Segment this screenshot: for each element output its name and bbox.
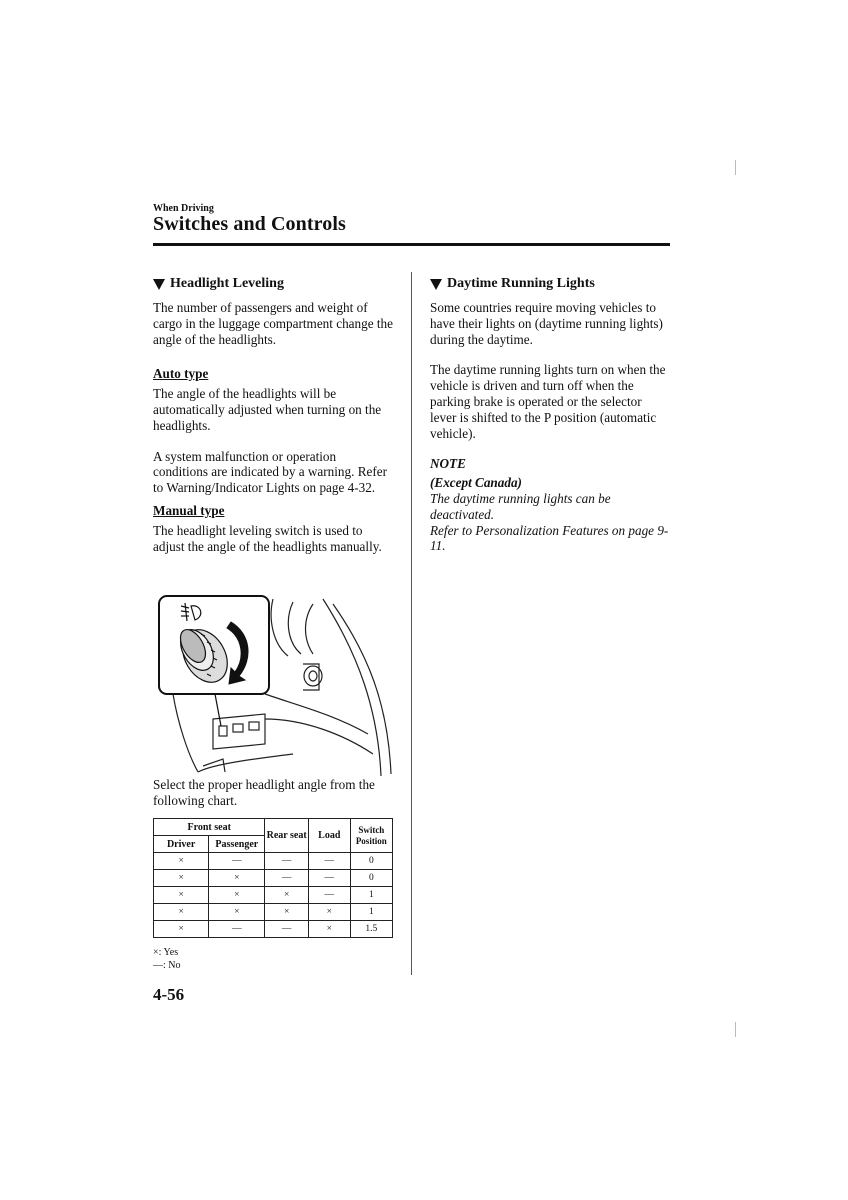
select-paragraph: Select the proper headlight angle from the following chart. bbox=[153, 777, 375, 808]
table-cell: × bbox=[154, 904, 209, 921]
table-row bbox=[154, 870, 393, 887]
table-row bbox=[154, 887, 393, 904]
table-cell: × bbox=[265, 887, 309, 904]
section-label: When Driving bbox=[153, 203, 214, 214]
table-row bbox=[154, 921, 393, 938]
column-divider bbox=[411, 272, 412, 975]
note-text-1: The daytime running lights can be deactivated. bbox=[430, 490, 611, 522]
table-cell: × bbox=[154, 870, 209, 887]
triangle-bullet-icon bbox=[430, 279, 442, 290]
manual-type-paragraph: The headlight leveling switch is used to adjust the angle of the headlights manually. bbox=[153, 522, 382, 554]
passenger-header: Passenger bbox=[209, 836, 265, 853]
table-cell: × bbox=[154, 887, 209, 904]
table-cell: × bbox=[209, 904, 265, 921]
table-cell: 1.5 bbox=[350, 921, 392, 938]
note-text-2: Refer to Personalization Features on page 9-11. bbox=[430, 522, 669, 554]
table-cell: × bbox=[308, 904, 350, 921]
table-row bbox=[154, 853, 393, 870]
margin-tick-top bbox=[735, 160, 736, 175]
table-cell: 1 bbox=[350, 887, 392, 904]
headlight-angle-table bbox=[153, 818, 393, 938]
load-header: Load bbox=[308, 819, 350, 853]
table-cell: 0 bbox=[350, 853, 392, 870]
rear-seat-header: Rear seat bbox=[265, 819, 309, 853]
driver-header: Driver bbox=[154, 836, 209, 853]
table-cell: × bbox=[209, 887, 265, 904]
margin-tick-bottom bbox=[735, 1022, 736, 1037]
table-row bbox=[154, 904, 393, 921]
table-cell: — bbox=[308, 853, 350, 870]
note-subhead: (Except Canada) bbox=[430, 475, 522, 491]
drl-paragraph-1: Some countries require moving vehicles to have their lights on (daytime running lights) during the daytime. bbox=[430, 300, 663, 347]
switch-position-header: Switch Position bbox=[350, 819, 392, 853]
table-cell: × bbox=[154, 921, 209, 938]
table-cell: — bbox=[265, 921, 309, 938]
page-title: Switches and Controls bbox=[153, 213, 346, 235]
table-cell: — bbox=[265, 870, 309, 887]
table-cell: × bbox=[308, 921, 350, 938]
table-cell: — bbox=[209, 921, 265, 938]
legend-no: —: No bbox=[153, 960, 181, 971]
table-cell: × bbox=[265, 904, 309, 921]
title-rule bbox=[153, 243, 670, 246]
table-cell: 0 bbox=[350, 870, 392, 887]
daytime-running-lights-heading: Daytime Running Lights bbox=[430, 275, 670, 293]
auto-type-heading: Auto type bbox=[153, 366, 209, 382]
table-cell: × bbox=[209, 870, 265, 887]
table-cell: — bbox=[265, 853, 309, 870]
table-cell: × bbox=[154, 853, 209, 870]
triangle-bullet-icon bbox=[153, 279, 165, 290]
table-cell: 1 bbox=[350, 904, 392, 921]
note-label: NOTE bbox=[430, 456, 466, 472]
intro-paragraph: The number of passengers and weight of cargo in the luggage compartment change the angle of the headlights. bbox=[153, 300, 393, 347]
select-instructions bbox=[153, 777, 393, 809]
headlight-leveling-heading: Headlight Leveling bbox=[153, 275, 393, 293]
table-cell: — bbox=[308, 870, 350, 887]
auto-type-paragraph: The angle of the headlights will be automatically adjusted when turning on the headlights. bbox=[153, 386, 382, 433]
left-column bbox=[153, 275, 393, 554]
manual-type-heading: Manual type bbox=[153, 502, 225, 518]
page-number: 4-56 bbox=[153, 985, 185, 1004]
drl-paragraph-2: The daytime running lights turn on when the vehicle is driven and turn off when the parking brake is operated or the selector lever is shifted to the P position (automatic vehicle). bbox=[430, 362, 666, 441]
malfunction-paragraph: A system malfunction or operation conditions are indicated by a warning. Refer to Warning/Indicator Lights on page 4-32. bbox=[153, 448, 387, 496]
table-legend bbox=[153, 946, 181, 972]
headlight-switch-illustration bbox=[153, 594, 393, 776]
table-cell: — bbox=[209, 853, 265, 870]
table-cell: — bbox=[308, 887, 350, 904]
legend-yes: ×: Yes bbox=[153, 947, 179, 958]
front-seat-header: Front seat bbox=[154, 819, 265, 836]
right-column bbox=[430, 275, 670, 554]
